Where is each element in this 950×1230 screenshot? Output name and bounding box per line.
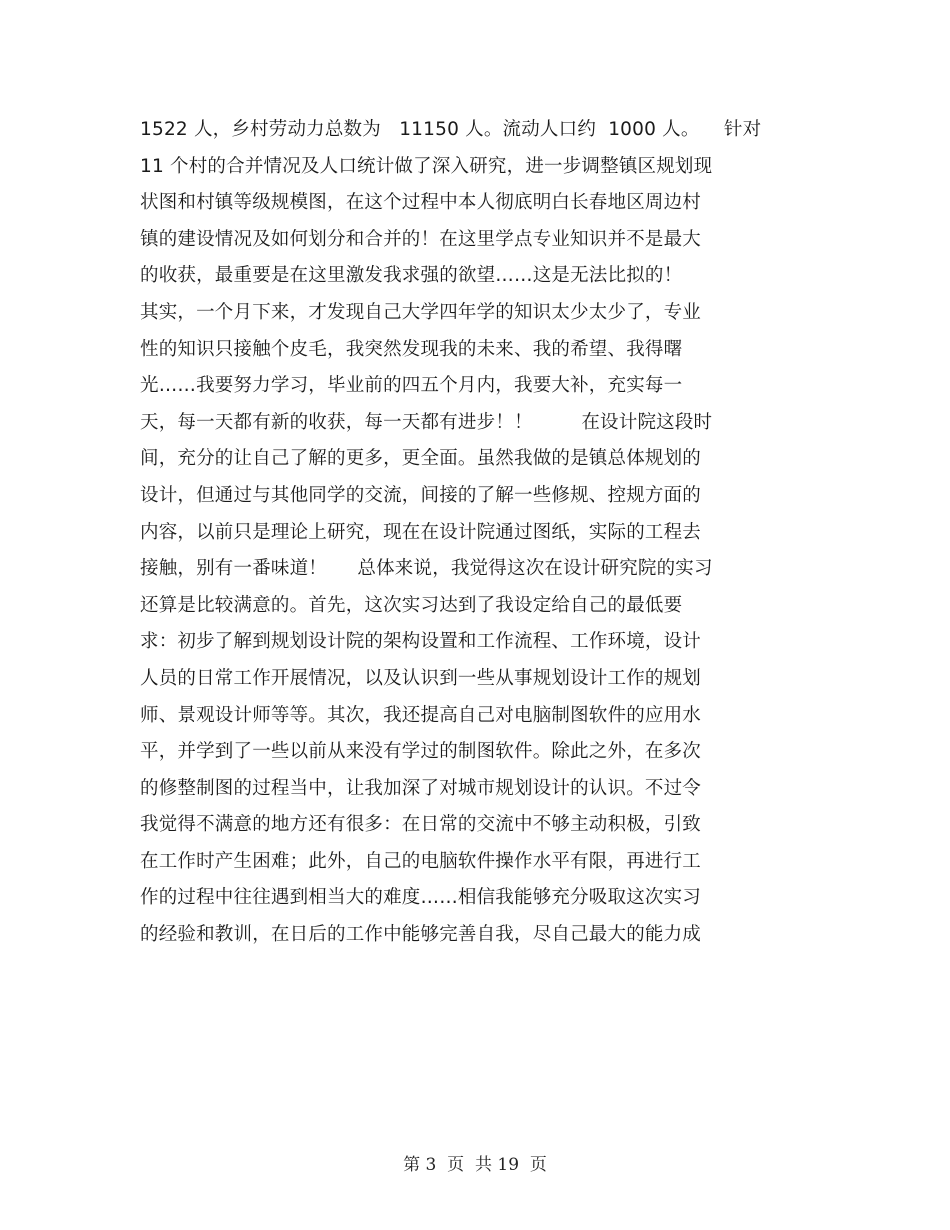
text-line: 求：初步了解到规划设计院的架构设置和工作流程、工作环境，设计 <box>140 631 702 653</box>
text-line: 在工作时产生困难；此外，自己的电脑软件操作水平有限，再进行工 <box>140 850 702 872</box>
text-line: 设计，但通过与其他同学的交流，间接的了解一些修规、控规方面的 <box>140 484 702 506</box>
text-line: 镇的建设情况及如何划分和合并的！在这里学点专业知识并不是最大 <box>140 228 702 250</box>
text-line: 内容，以前只是理论上研究，现在在设计院通过图纸，实际的工程去 <box>140 521 702 543</box>
text-line: 师、景观设计师等等。其次，我还提高自己对电脑制图软件的应用水 <box>140 704 702 726</box>
text-line: 的收获，最重要是在这里激发我求强的欲望……这是无法比拟的！ <box>140 265 683 287</box>
text-line: 作的过程中往往遇到相当大的难度……相信我能够充分吸取这次实习 <box>140 887 702 909</box>
text-line: 的经验和教训，在日后的工作中能够完善自我，尽自己最大的能力成 <box>140 924 702 946</box>
body-text <box>140 112 800 954</box>
text-line: 我觉得不满意的地方还有很多：在日常的交流中不够主动积极，引致 <box>140 814 702 836</box>
text-line: 天，每一天都有新的收获，每一天都有进步！！ 在设计院这段时 <box>140 411 713 433</box>
text-line: 11 个村的合并情况及人口统计做了深入研究，进一步调整镇区规划现 <box>140 155 713 177</box>
text-line: 还算是比较满意的。首先，这次实习达到了我设定给自己的最低要 <box>140 594 683 616</box>
text-line: 性的知识只接触个皮毛，我突然发现我的未来、我的希望、我得曙 <box>140 338 683 360</box>
text-line: 人员的日常工作开展情况，以及认识到一些从事规划设计工作的规划 <box>140 667 702 689</box>
text-line: 接触，别有一番味道！ 总体来说，我觉得这次在设计研究院的实习 <box>140 558 713 580</box>
page-number-footer: 第 3 页 共 19 页 <box>403 1155 547 1175</box>
text-line: 的修整制图的过程当中，让我加深了对城市规划设计的认识。不过令 <box>140 777 702 799</box>
text-line: 其实，一个月下来，才发现自己大学四年学的知识太少太少了，专业 <box>140 301 702 323</box>
text-line: 平，并学到了一些以前从来没有学过的制图软件。除此之外，在多次 <box>140 741 702 763</box>
text-line: 1522 人，乡村劳动力总数为 11150 人。流动人口约 1000 人。 针对 <box>140 119 762 140</box>
text-line: 光……我要努力学习，毕业前的四五个月内，我要大补，充实每一 <box>140 375 683 397</box>
text-line: 间，充分的让自己了解的更多，更全面。虽然我做的是镇总体规划的 <box>140 448 702 470</box>
text-line: 状图和村镇等级规模图，在这个过程中本人彻底明白长春地区周边村 <box>140 192 702 214</box>
